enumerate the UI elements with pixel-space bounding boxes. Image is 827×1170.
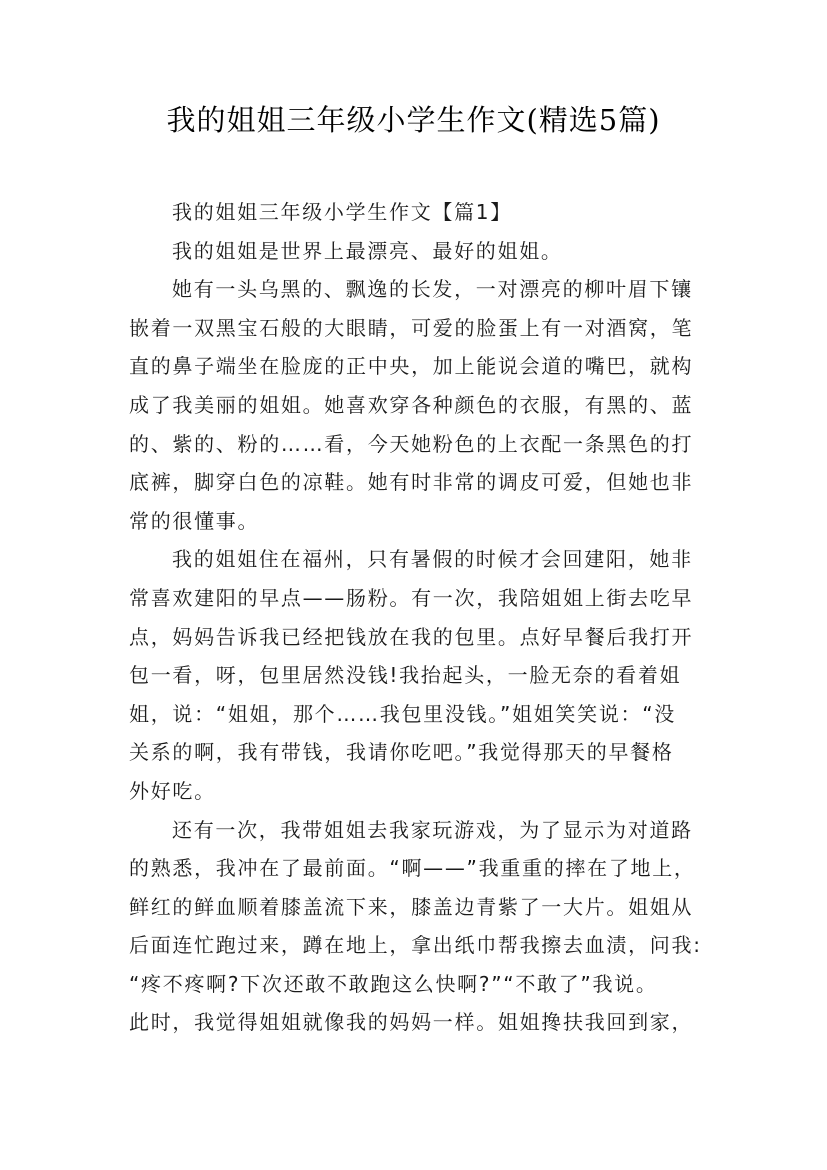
text-line: 我的姐姐是世界上最漂亮、最好的姐姐。 bbox=[172, 238, 563, 263]
text-line: 后面连忙跑过来，蹲在地上，拿出纸巾帮我擦去血渍，问我: bbox=[129, 933, 702, 958]
text-line: 关系的啊，我有带钱，我请你吃吧。”我觉得那天的早餐格 bbox=[129, 740, 674, 765]
text-line: 常的很懂事。 bbox=[129, 508, 260, 533]
text-line: 直的鼻子端坐在脸庞的正中央，加上能说会道的嘴巴，就构 bbox=[129, 354, 694, 379]
text-line: 姐，说：“姐姐，那个……我包里没钱。”姐姐笑笑说：“没 bbox=[129, 701, 676, 726]
text-line: 嵌着一双黑宝石般的大眼睛，可爱的脸蛋上有一对酒窝，笔 bbox=[129, 315, 694, 340]
text-line: 的、紫的、粉的……看，今天她粉色的上衣配一条黑色的打 bbox=[129, 431, 694, 456]
document-body bbox=[129, 193, 709, 1042]
text-line: 此时，我觉得姐姐就像我的妈妈一样。姐姐搀扶我回到家， bbox=[129, 1010, 694, 1035]
text-line: 她有一头乌黑的、飘逸的长发，一对漂亮的柳叶眉下镶 bbox=[172, 277, 693, 302]
text-line: “疼不疼啊?下次还敢不敢跑这么快啊?”“不敢了”我说。 bbox=[129, 971, 658, 996]
text-line: 外好吃。 bbox=[129, 778, 216, 803]
text-line: 我的姐姐住在福州，只有暑假的时候才会回建阳，她非 bbox=[172, 547, 693, 572]
document-title: 我的姐姐三年级小学生作文(精选5篇) bbox=[166, 103, 661, 137]
text-line: 成了我美丽的姐姐。她喜欢穿各种颜色的衣服，有黑的、蓝 bbox=[129, 392, 694, 417]
text-line: 底裤，脚穿白色的凉鞋。她有时非常的调皮可爱，但她也非 bbox=[129, 470, 694, 495]
text-line: 的熟悉，我冲在了最前面。“啊——”我重重的摔在了地上， bbox=[129, 856, 696, 881]
text-line: 常喜欢建阳的早点——肠粉。有一次，我陪姐姐上街去吃早 bbox=[129, 585, 694, 610]
text-line: 还有一次，我带姐姐去我家玩游戏，为了显示为对道路 bbox=[172, 817, 693, 842]
section-heading: 我的姐姐三年级小学生作文【篇1】 bbox=[172, 200, 512, 224]
text-line: 鲜红的鲜血顺着膝盖流下来，膝盖边青紫了一大片。姐姐从 bbox=[129, 894, 694, 919]
text-line: 点，妈妈告诉我已经把钱放在我的包里。点好早餐后我打开 bbox=[129, 624, 694, 649]
text-line: 包一看，呀，包里居然没钱!我抬起头，一脸无奈的看着姐 bbox=[129, 663, 682, 688]
